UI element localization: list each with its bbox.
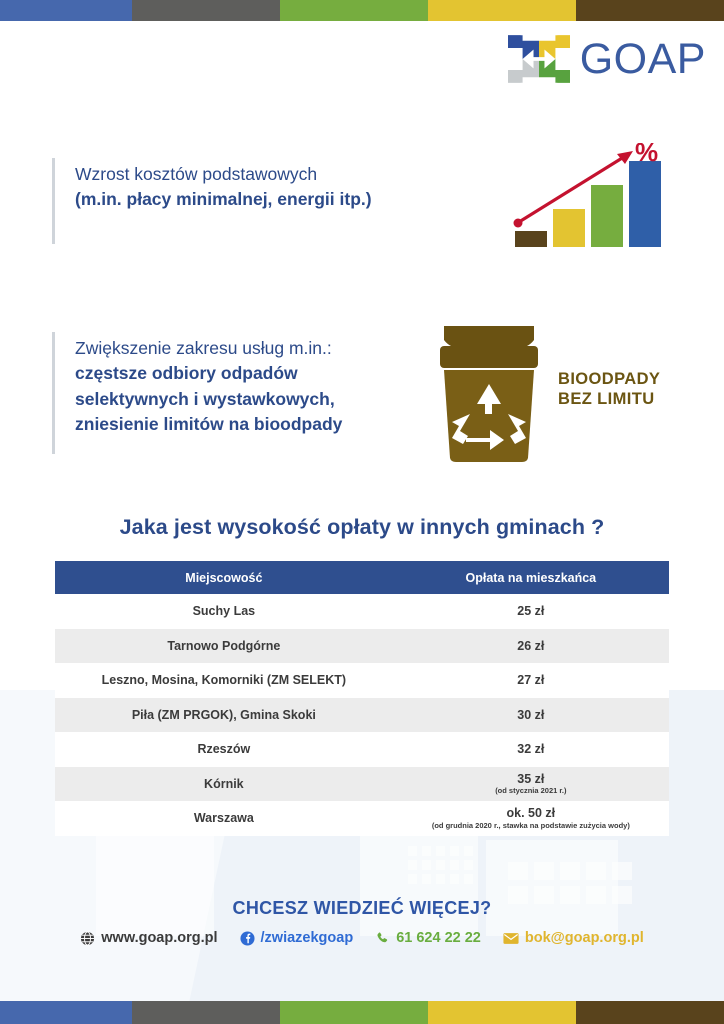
strip-segment-green	[280, 1001, 428, 1024]
fee-value: 30 zł	[517, 707, 545, 722]
percent-symbol: %	[635, 143, 659, 167]
fee-value: 26 zł	[517, 638, 545, 653]
fee-value: 35 zł	[517, 771, 545, 786]
facebook-icon	[240, 931, 255, 946]
message2-line4: zniesienie limitów na bioodpady	[75, 414, 343, 435]
table-row	[55, 732, 669, 767]
cell-fee	[393, 639, 669, 653]
strip-segment-brown	[576, 1001, 724, 1024]
fee-value: 27 zł	[517, 673, 545, 688]
cell-fee	[393, 742, 669, 756]
strip-segment-blue	[0, 0, 132, 21]
cell-fee	[393, 806, 669, 830]
strip-segment-brown	[576, 0, 724, 21]
strip-segment-gray	[132, 0, 280, 21]
badge-line2: BEZ LIMITU	[558, 389, 655, 408]
bioodpady-badge-text	[558, 370, 660, 410]
table-col-place: Miejscowość	[185, 570, 263, 585]
bioodpady-badge-group	[430, 318, 690, 466]
contact-website-label: www.goap.org.pl	[101, 930, 218, 946]
message-text	[75, 332, 342, 454]
table-col-fee: Opłata na mieszkańca	[465, 570, 597, 585]
growth-bar-2	[553, 209, 585, 247]
fee-value: ok. 50 zł	[506, 806, 556, 821]
strip-segment-gray	[132, 1001, 280, 1024]
cell-place: Suchy Las	[192, 604, 256, 619]
message-block-costs	[52, 158, 372, 244]
contact-email[interactable]	[503, 930, 644, 946]
message2-line1: Zwiększenie zakresu usług m.in.:	[75, 338, 332, 358]
watermark-window-grid-a	[408, 846, 473, 884]
cell-place: Piła (ZM PRGOK), Gmina Skoki	[131, 707, 316, 722]
growth-bar-1	[515, 231, 547, 247]
globe-icon	[80, 931, 95, 946]
table-row	[55, 767, 669, 802]
cell-place: Tarnowo Podgórne	[167, 638, 281, 653]
strip-segment-yellow	[428, 0, 576, 21]
cell-place: Leszno, Mosina, Komorniki (ZM SELEKT)	[101, 673, 347, 688]
page-title: Jaka jest wysokość opłaty w innych gminach ?	[119, 515, 605, 539]
fee-value: 32 zł	[517, 742, 545, 757]
fee-note: (od stycznia 2021 r.)	[495, 786, 567, 796]
cell-place: Kórnik	[204, 776, 244, 791]
bin-lid-top	[444, 326, 534, 348]
contact-phone-label: 61 624 22 22	[396, 930, 481, 946]
contact-website[interactable]	[80, 930, 217, 946]
phone-icon	[375, 931, 390, 946]
table-row	[55, 801, 669, 836]
footer-contacts	[0, 930, 724, 946]
strip-segment-blue	[0, 1001, 132, 1024]
growth-bar-chart-icon	[505, 143, 665, 253]
contact-facebook-label: /zwiazekgoap	[260, 930, 354, 946]
cell-place: Warszawa	[193, 811, 254, 826]
contact-phone[interactable]	[375, 930, 481, 946]
message2-line3: selektywnych i wystawkowych,	[75, 388, 335, 409]
logo-wordmark: GOAP	[579, 34, 706, 83]
badge-line1: BIOODPADY	[558, 370, 661, 388]
watermark-building-left	[96, 826, 214, 936]
message1-line2: (m.in. płacy minimalnej, energii itp.)	[75, 189, 372, 210]
cell-fee	[393, 772, 669, 796]
cell-place: Rzeszów	[197, 742, 251, 757]
fee-note: (od grudnia 2020 r., stawka na podstawie zużycia wody)	[431, 820, 630, 830]
footer-title: CHCESZ WIEDZIEĆ WIĘCEJ?	[232, 898, 492, 918]
message-text	[75, 158, 372, 244]
cell-fee	[393, 673, 669, 687]
contact-email-label: bok@goap.org.pl	[524, 930, 644, 946]
message-block-services	[52, 332, 342, 454]
accent-rule	[52, 158, 55, 244]
table-row	[55, 594, 669, 629]
contact-facebook[interactable]	[240, 930, 354, 946]
fee-value: 25 zł	[517, 604, 545, 619]
goap-pinwheel-logo-icon	[502, 28, 576, 90]
top-color-strip	[0, 0, 724, 21]
brown-recycling-bin-icon	[430, 318, 548, 466]
cell-fee	[393, 708, 669, 722]
table-row	[55, 629, 669, 664]
strip-segment-green	[280, 0, 428, 21]
message2-line2: częstsze odbiory odpadów	[75, 363, 298, 384]
table-row	[55, 663, 669, 698]
growth-bar-4	[629, 161, 661, 247]
growth-bar-3	[591, 185, 623, 247]
bin-lid	[440, 346, 538, 368]
brand-logo	[502, 28, 706, 90]
table-header-row	[55, 561, 669, 594]
strip-segment-yellow	[428, 1001, 576, 1024]
fees-table	[55, 561, 669, 836]
table-row	[55, 698, 669, 733]
accent-rule	[52, 332, 55, 454]
bin-body	[444, 370, 534, 462]
cell-fee	[393, 604, 669, 618]
growth-chart-svg	[505, 143, 665, 253]
mail-icon	[503, 932, 519, 945]
bottom-color-strip	[0, 1001, 724, 1024]
message1-line1: Wzrost kosztów podstawowych	[75, 164, 318, 184]
